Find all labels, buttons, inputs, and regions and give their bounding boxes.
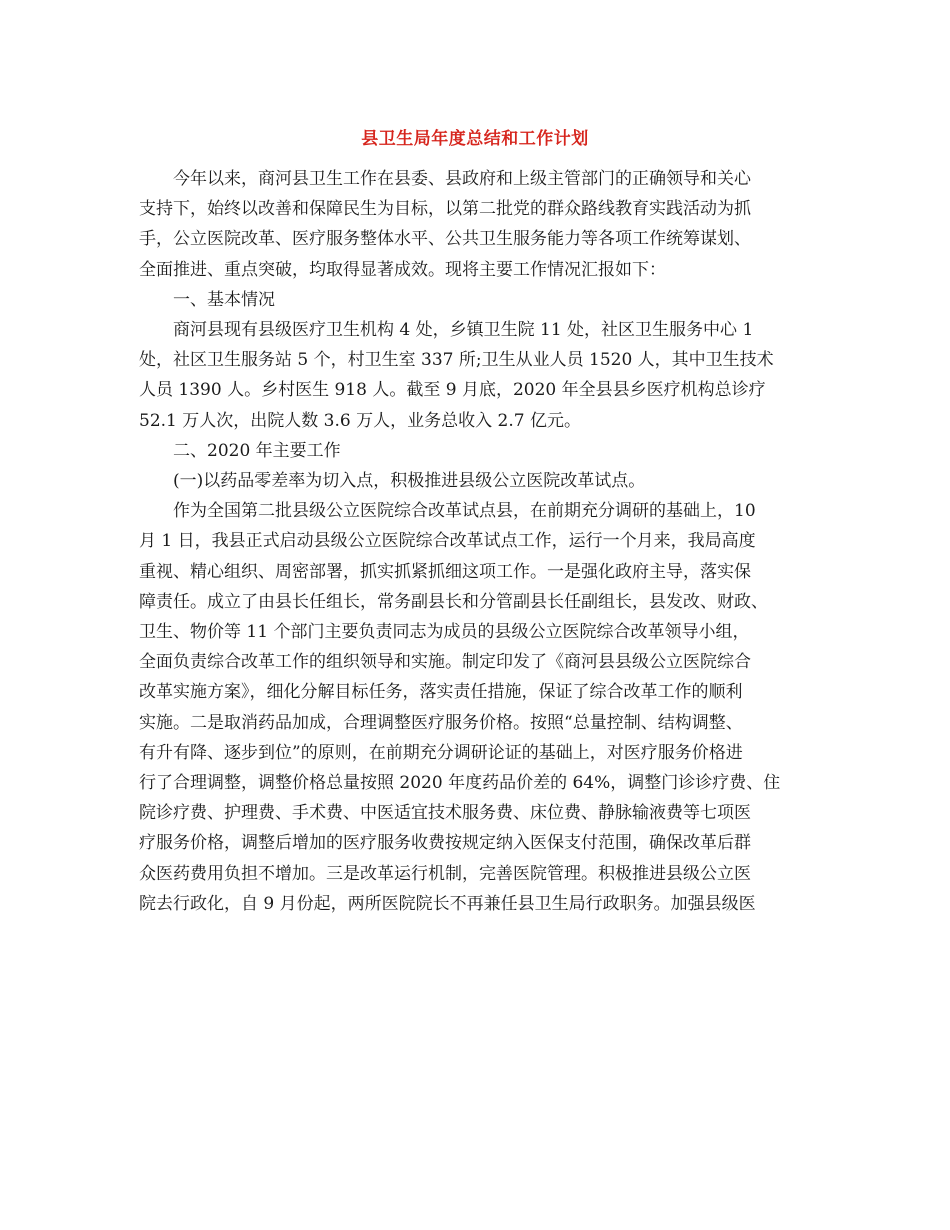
document-body — [139, 164, 819, 919]
text-line: 支持下，始终以改善和保障民生为目标，以第二批党的群众路线教育实践活动为抓 — [139, 199, 751, 220]
text-line: 疗服务价格，调整后增加的医疗服务收费按规定纳入医保支付范围，确保改革后群 — [139, 833, 751, 854]
text-line: 障责任。成立了由县长任组长，常务副县长和分管副县长任副组长，县发改、财政、 — [139, 591, 768, 612]
document-title: 县卫生局年度总结和工作计划 — [361, 129, 589, 149]
text-line: 处，社区卫生服务站 5 个，村卫生室 337 所;卫生从业人员 1520 人，其中卫生技术 — [139, 350, 774, 371]
text-line: 商河县现有县级医疗卫生机构 4 处，乡镇卫生院 11 处，社区卫生服务中心 1 — [173, 320, 754, 341]
text-line: 行了合理调整，调整价格总量按照 2020 年度药品价差的 64%，调整门诊诊疗费、住 — [139, 773, 781, 794]
text-line: 52.1 万人次，出院人数 3.6 万人，业务总收入 2.7 亿元。 — [139, 410, 581, 431]
text-line: 实施。二是取消药品加成，合理调整医疗服务价格。按照“总量控制、结构调整、 — [139, 712, 743, 733]
text-line: 月 1 日，我县正式启动县级公立医院综合改革试点工作，运行一个月来，我局高度 — [139, 531, 756, 552]
text-line: (一)以药品零差率为切入点，积极推进县级公立医院改革试点。 — [173, 471, 646, 492]
paragraph-intro — [139, 164, 819, 285]
text-line: 院去行政化，自 9 月份起，两所医院院长不再兼任县卫生局行政职务。加强县级医 — [139, 893, 756, 914]
text-line: 有升有降、逐步到位”的原则，在前期充分调研论证的基础上，对医疗服务价格进 — [139, 742, 743, 763]
text-line: 改革实施方案》，细化分解目标任务，落实责任措施，保证了综合改革工作的顺利 — [139, 682, 743, 703]
paragraph-basic — [139, 315, 819, 436]
text-line: 全面负责综合改革工作的组织领导和实施。制定印发了《商河县县级公立医院综合 — [139, 652, 751, 673]
text-line: 卫生、物价等 11 个部门主要负责同志为成员的县级公立医院综合改革领导小组， — [139, 622, 750, 643]
text-line: 重视、精心组织、周密部署，抓实抓紧抓细这项工作。一是强化政府主导，落实保 — [139, 561, 751, 582]
text-line: 二、2020 年主要工作 — [173, 440, 341, 461]
paragraph-heading-2 — [139, 436, 819, 466]
text-line: 手，公立医院改革、医疗服务整体水平、公共卫生服务能力等各项工作统筹谋划、 — [139, 229, 751, 250]
paragraph-subheading-1 — [139, 466, 819, 496]
paragraph-heading-1 — [139, 285, 819, 315]
text-line: 众医药费用负担不增加。三是改革运行机制，完善医院管理。积极推进县级公立医 — [139, 863, 751, 884]
paragraph-reform — [139, 496, 819, 919]
text-line: 作为全国第二批县级公立医院综合改革试点县，在前期充分调研的基础上，10 — [173, 501, 756, 522]
text-line: 一、基本情况 — [173, 289, 275, 310]
text-line: 今年以来，商河县卫生工作在县委、县政府和上级主管部门的正确领导和关心 — [173, 169, 751, 189]
text-line: 院诊疗费、护理费、手术费、中医适宜技术服务费、床位费、静脉输液费等七项医 — [139, 803, 751, 824]
text-line: 全面推进、重点突破，均取得显著成效。现将主要工作情况汇报如下： — [139, 259, 666, 280]
text-line: 人员 1390 人。乡村医生 918 人。截至 9 月底，2020 年全县县乡医疗机构总诊疗 — [139, 380, 766, 401]
